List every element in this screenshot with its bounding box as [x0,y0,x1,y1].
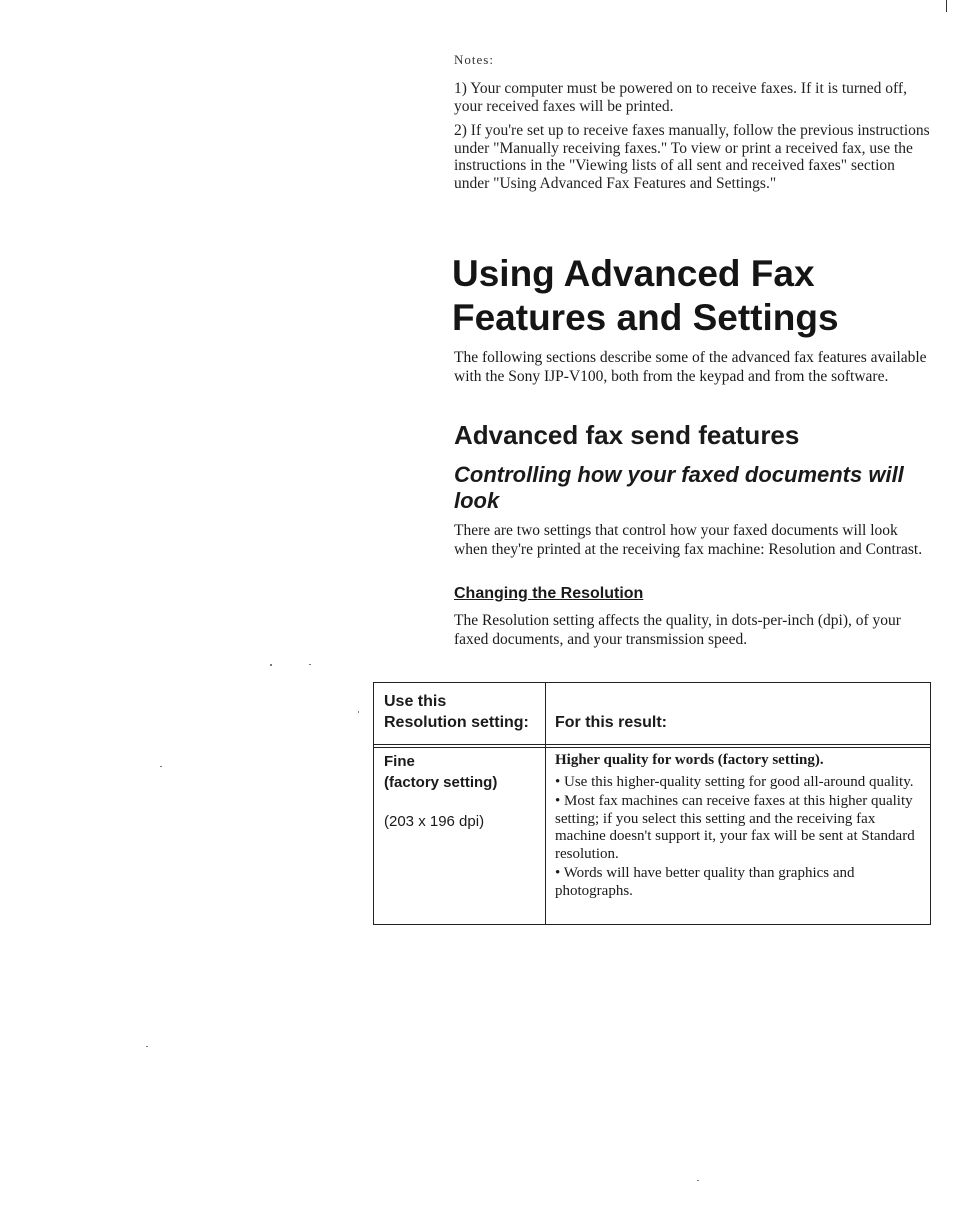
notes-heading: Notes: [454,52,494,67]
table-column-divider [545,683,546,924]
result-lead: Higher quality for words (factory setting). [555,752,824,768]
table-header-result: For this result: [555,714,668,731]
setting-dpi: (203 x 196 dpi) [384,813,485,830]
scan-speck [160,766,162,767]
table-header-setting-line2: Resolution setting: [384,714,529,731]
setting-note: (factory setting) [384,774,498,791]
table-cell-result [555,752,927,902]
table-cell-setting [384,751,497,793]
scan-edge-mark [946,0,947,12]
subsection-paragraph: There are two settings that control how your faxed documents will look when they're printed at the receiving fax machine: Resolution and Contrast. [454,522,923,558]
result-bullet-3: • Words will have better quality than graphics and photographs. [555,865,855,899]
result-bullet-1: • Use this higher-quality setting for good all-around quality. [555,773,914,790]
scan-speck [358,711,359,713]
table-header-divider [374,744,930,745]
note-2: 2) If you're set up to receive faxes manually, follow the previous instructions under "Manually receiving faxes." To view or print a received fax, use the instructions in the "Viewing lists of all sent and received faxes" section under "Using Advanced Fax Features and Settings." [454,122,930,192]
section-title: Using Advanced Fax Features and Settings [452,253,839,338]
scan-speck [697,1180,699,1181]
subsection-title: Advanced fax send features [454,420,800,450]
scan-speck [309,664,311,665]
scan-speck [146,1046,148,1047]
resolution-table [373,682,931,925]
setting-name: Fine [384,753,415,770]
note-1: 1) Your computer must be powered on to receive faxes. If it is turned off, your received faxes will be printed. [454,80,907,115]
table-header-divider-double [374,747,930,748]
table-header-setting [384,691,529,733]
table-header-setting-line1: Use this [384,693,447,710]
resolution-paragraph: The Resolution setting affects the quality, in dots-per-inch (dpi), of your faxed documents, and your transmission speed. [454,612,901,648]
scan-speck [270,664,272,666]
result-bullet-2: • Most fax machines can receive faxes at this higher quality setting; if you select this setting and the receiving fax machine doesn't support it, your fax will be sent at Standard resolution. [555,793,915,862]
section-intro: The following sections describe some of the advanced fax features available with the Sony IJP-V100, both from the keypad and from the software. [454,349,927,385]
resolution-heading: Changing the Resolution [454,585,644,602]
subsection-subtitle: Controlling how your faxed documents will look [454,462,904,513]
